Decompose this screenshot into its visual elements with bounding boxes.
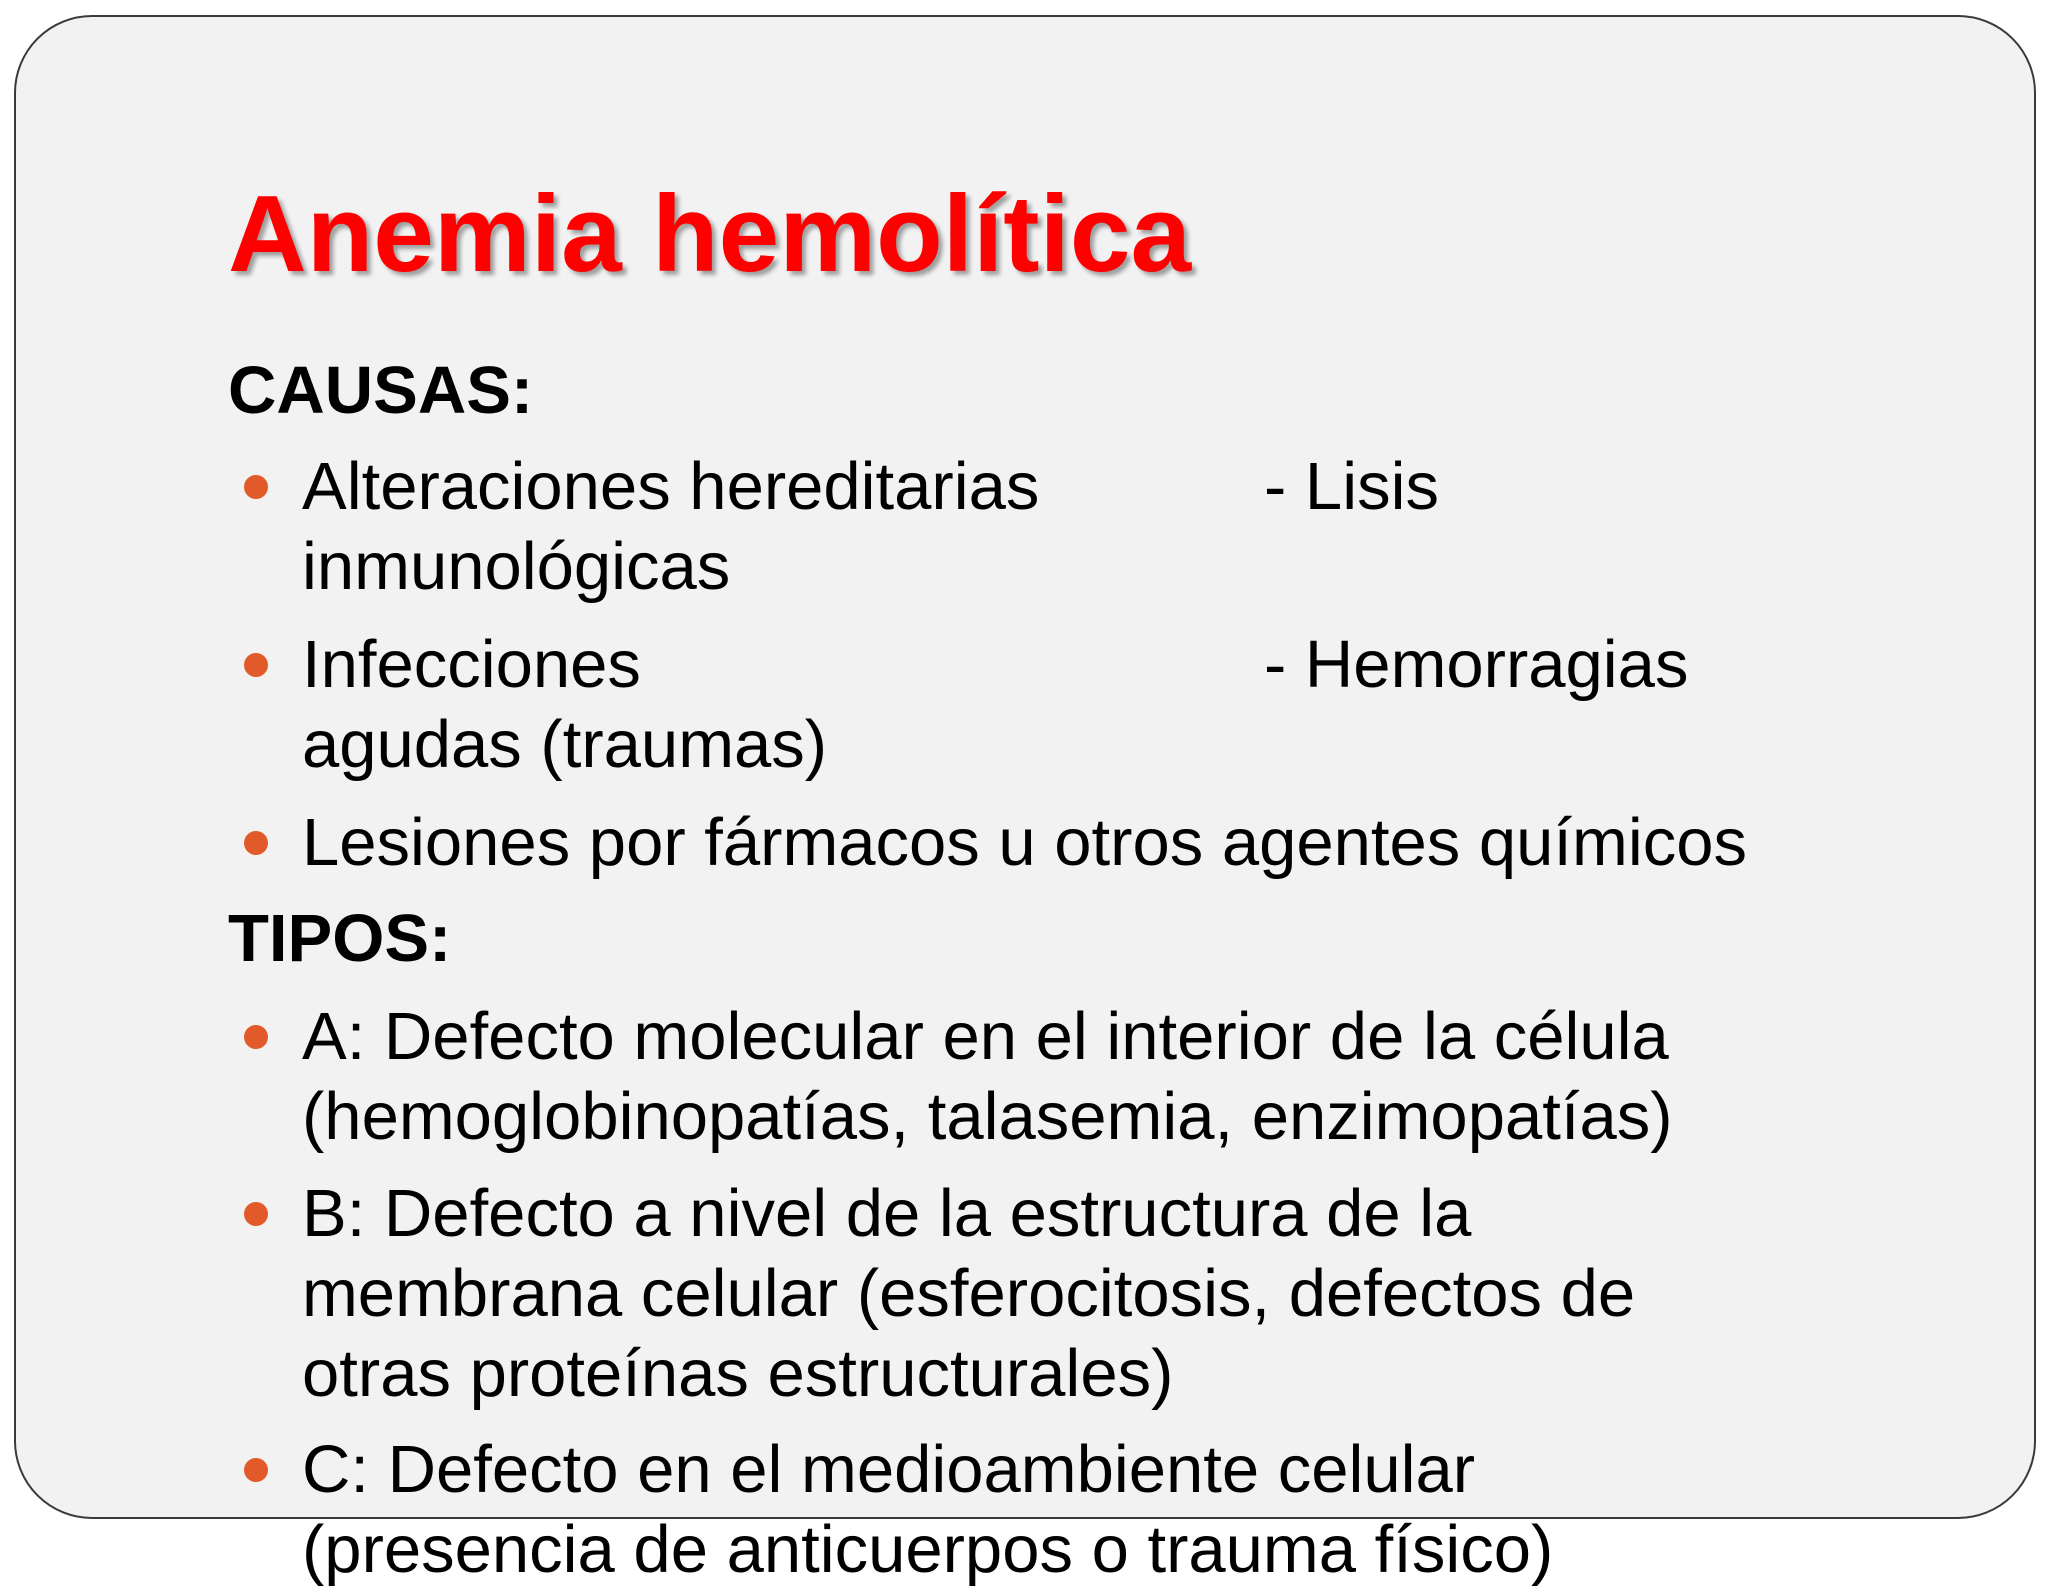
causa-item xyxy=(228,447,2008,607)
bullet-icon xyxy=(244,1025,268,1049)
causa-continuation: agudas (traumas) xyxy=(302,707,828,782)
tipos-heading: TIPOS: xyxy=(228,901,452,976)
causa-right: - Hemorragias xyxy=(1264,627,1689,702)
tipo-line: A: Defecto molecular en el interior de la célula xyxy=(302,999,1669,1074)
slide-title: Anemia hemolítica xyxy=(228,173,1192,295)
bullet-icon xyxy=(244,1458,268,1482)
causa-row xyxy=(302,447,2008,527)
slide-frame xyxy=(14,15,2036,1587)
tipo-line: B: Defecto a nivel de la estructura de la xyxy=(302,1176,1472,1251)
causas-heading: CAUSAS: xyxy=(228,353,534,428)
causa-row xyxy=(302,625,2008,705)
causa-left: Infecciones xyxy=(302,627,641,702)
causa-text xyxy=(302,447,2008,607)
tipo-text xyxy=(302,1430,2008,1590)
causa-text xyxy=(302,625,2008,785)
tipo-item xyxy=(228,997,2008,1157)
tipo-text xyxy=(302,1174,2008,1414)
causa-left: Alteraciones hereditarias xyxy=(302,449,1040,524)
tipo-text xyxy=(302,997,2008,1157)
tipo-item xyxy=(228,1430,2008,1590)
bullet-icon xyxy=(244,831,268,855)
causa-continuation: inmunológicas xyxy=(302,529,731,604)
tipo-line: (presencia de anticuerpos o trauma físico) xyxy=(302,1512,1554,1587)
tipo-line: C: Defecto en el medioambiente celular xyxy=(302,1432,1476,1507)
causa-item xyxy=(228,803,2008,883)
bullet-icon xyxy=(244,653,268,677)
bullet-icon xyxy=(244,1202,268,1226)
causa-text xyxy=(302,803,2008,883)
bullet-icon xyxy=(244,475,268,499)
tipo-item xyxy=(228,1174,2008,1414)
causa-line: Lesiones por fármacos u otros agentes químicos xyxy=(302,805,1747,880)
causa-item xyxy=(228,625,2008,785)
slide-content xyxy=(16,17,2034,1587)
tipo-line: otras proteínas estructurales) xyxy=(302,1336,1174,1411)
tipo-line: (hemoglobinopatías, talasemia, enzimopatías) xyxy=(302,1079,1673,1154)
causa-right: - Lisis xyxy=(1264,449,1439,524)
tipo-line: membrana celular (esferocitosis, defectos de xyxy=(302,1256,1636,1331)
